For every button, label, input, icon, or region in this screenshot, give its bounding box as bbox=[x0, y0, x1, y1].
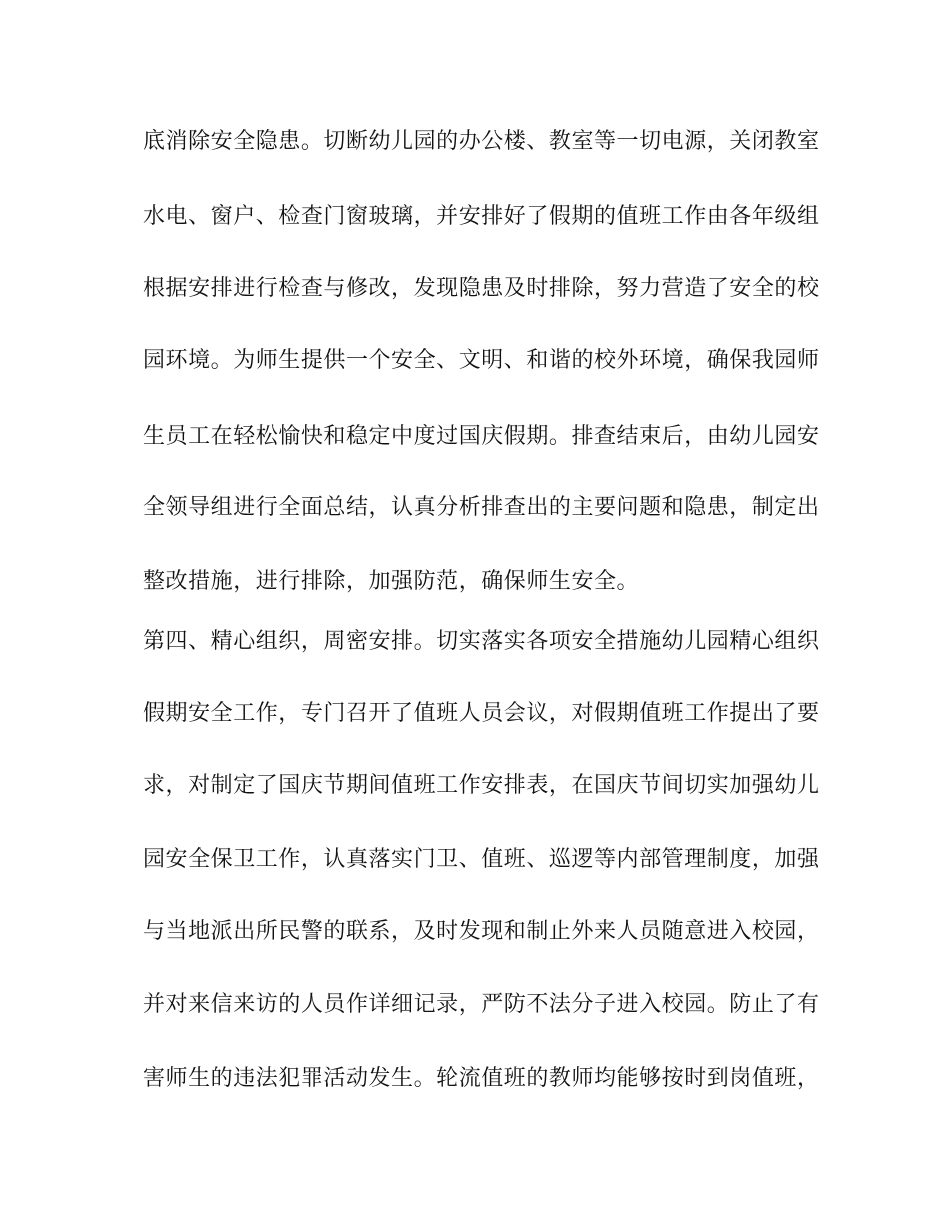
text-line: 水电、窗户、检查门窗玻璃，并安排好了假期的值班工作由各年级组 bbox=[143, 204, 820, 229]
text-line: 求，对制定了国庆节期间值班工作安排表，在国庆节间切实加强幼儿 bbox=[143, 773, 820, 798]
text-line: 园环境。为师生提供一个安全、文明、和谐的校外环境，确保我园师 bbox=[143, 348, 820, 373]
section-heading-line: 第四、精心组织，周密安排。切实落实各项安全措施幼儿园精心组织 bbox=[143, 629, 820, 654]
text-line: 并对来信来访的人员作详细记录，严防不法分子进入校园。防止了有 bbox=[143, 992, 820, 1017]
text-line: 园安全保卫工作，认真落实门卫、值班、巡逻等内部管理制度，加强 bbox=[143, 847, 820, 872]
text-line: 假期安全工作，专门召开了值班人员会议，对假期值班工作提出了要 bbox=[143, 701, 820, 726]
text-line: 害师生的违法犯罪活动发生。轮流值班的教师均能够按时到岗值班， bbox=[143, 1066, 820, 1091]
text-line: 根据安排进行检查与修改，发现隐患及时排除，努力营造了安全的校 bbox=[143, 276, 820, 301]
text-line: 底消除安全隐患。切断幼儿园的办公楼、教室等一切电源，关闭教室 bbox=[143, 129, 820, 154]
text-line: 生员工在轻松愉快和稳定中度过国庆假期。排查结束后，由幼儿园安 bbox=[143, 424, 820, 449]
text-line: 与当地派出所民警的联系，及时发现和制止外来人员随意进入校园， bbox=[143, 919, 820, 944]
text-line: 全领导组进行全面总结，认真分析排查出的主要问题和隐患，制定出 bbox=[143, 495, 820, 520]
text-line: 整改措施，进行排除，加强防范，确保师生安全。 bbox=[143, 569, 640, 594]
